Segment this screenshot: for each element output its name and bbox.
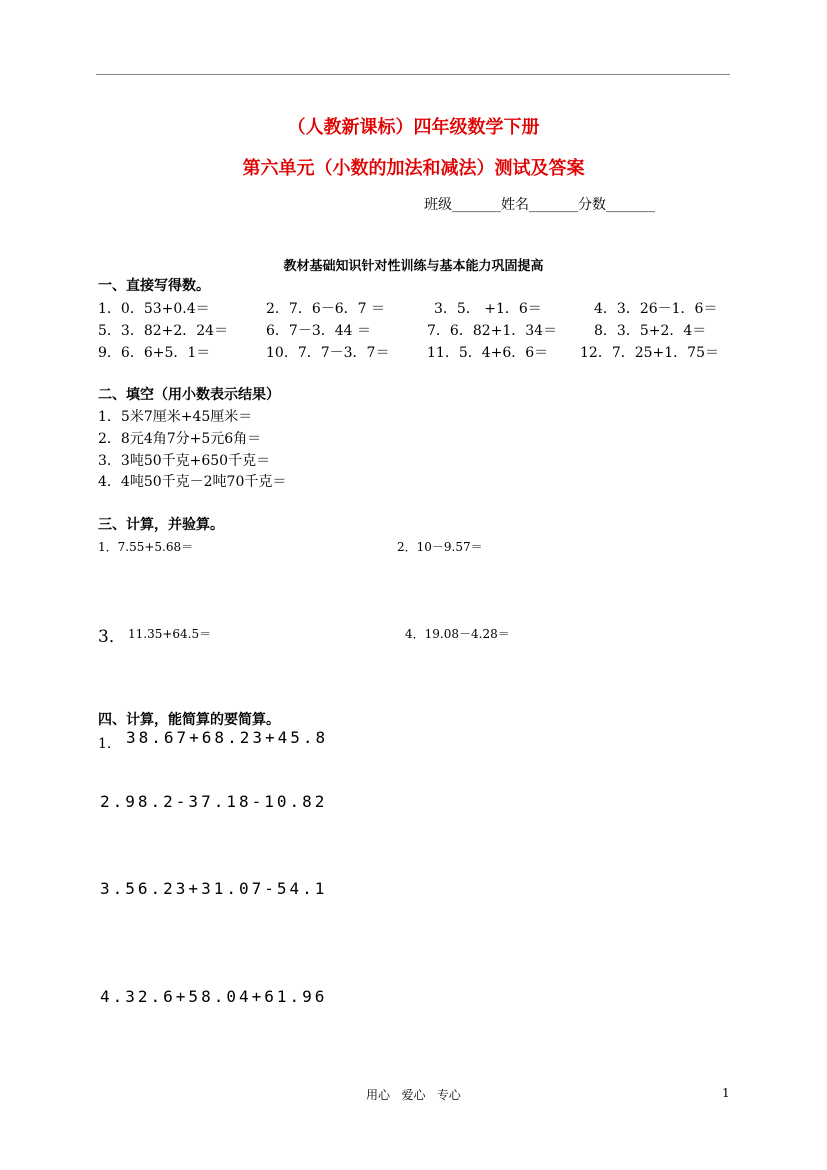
question-number: 3． [98,627,126,647]
question-item: 8．3．5+2．4＝ [594,323,707,339]
question-item: 38.67+68.23+45.8 [126,728,329,747]
question-item: 6．7－3．44 ＝ [266,323,371,339]
document-subtitle: 第六单元（小数的加法和减法）测试及答案 [242,158,585,179]
question-item: 1．0．53+0.4＝ [98,301,210,317]
question-item: 1．7.55+5.68＝ [98,540,194,554]
question-item: 4．19.08－4.28＝ [405,627,510,641]
section-4-heading: 四、计算，能简算的要简算。 [98,712,280,728]
question-item: 4．3．26－1．6＝ [594,301,718,317]
footer-motto: 用心 爱心 专心 [366,1088,461,1102]
question-item: 2.98.2-37.18-10.82 [100,792,328,811]
student-info-line: 班级_______姓名_______分数_______ [424,197,655,213]
header-rule [96,74,730,75]
question-item: 3.56.23+31.07-54.1 [100,879,328,898]
question-item: 5．3．82+2．24＝ [98,323,229,339]
question-item: 9．6．6+5．1＝ [98,345,211,361]
page-number: 1 [722,1086,730,1100]
question-item: 4.32.6+58.04+61.96 [100,987,328,1006]
section-subheading: 教材基础知识针对性训练与基本能力巩固提高 [283,259,544,274]
question-item: 11．5．4+6．6＝ [427,345,549,361]
question-item: 7．6．82+1．34＝ [427,323,558,339]
question-item: 1．5米7厘米+45厘米＝ [98,409,253,425]
question-item: 2．10－9.57＝ [397,540,483,554]
question-item: 4．4吨50千克－2吨70千克＝ [98,474,287,490]
question-item: 3．3吨50千克+650千克＝ [98,453,271,469]
question-item: 10．7．7－3．7＝ [266,345,390,361]
question-number: 1． [98,736,121,752]
question-item: 12．7．25+1．75＝ [580,345,719,361]
section-1-heading: 一、直接写得数。 [98,278,210,294]
question-item: 2．7．6－6．7 ＝ [266,301,385,317]
question-item: 11.35+64.5＝ [128,627,212,641]
section-2-heading: 二、填空（用小数表示结果） [98,387,280,403]
document-title: （人教新课标）四年级数学下册 [287,117,540,138]
question-item: 3．5． +1．6＝ [434,301,542,317]
section-3-heading: 三、计算，并验算。 [98,517,224,533]
question-item: 2．8元4角7分+5元6角＝ [98,431,262,447]
